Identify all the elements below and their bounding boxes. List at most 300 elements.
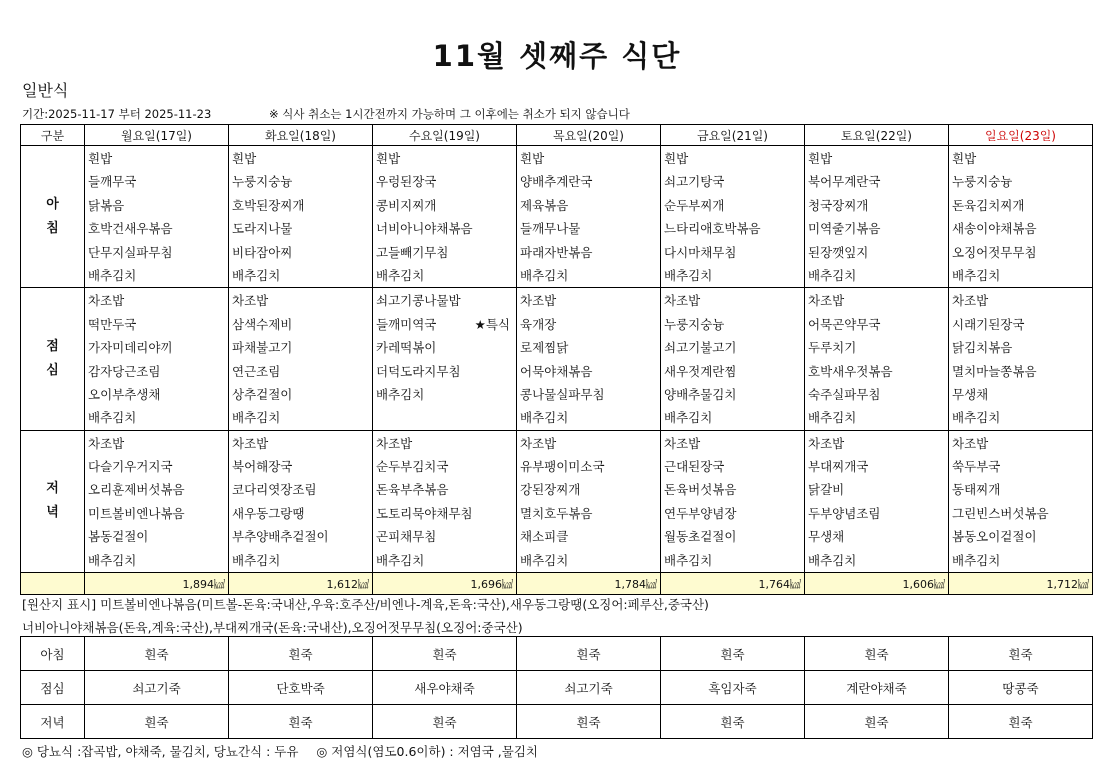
dish-name: 차조밥 xyxy=(664,435,701,451)
dish-item xyxy=(808,549,948,572)
porridge-item: 흰죽 xyxy=(517,637,661,671)
dish-name: 배추김치 xyxy=(952,552,1001,568)
dish-name: 두부양념조림 xyxy=(808,505,881,521)
dish-name: 우렁된장국 xyxy=(376,174,437,190)
dish-item xyxy=(952,383,1092,406)
dish-name: 차조밥 xyxy=(376,435,413,451)
porridge-item: 계란야채죽 xyxy=(805,671,949,705)
porridge-item: 흰죽 xyxy=(949,637,1093,671)
dish-name: 멸치호두볶음 xyxy=(520,505,593,521)
porridge-item: 흑임자죽 xyxy=(661,671,805,705)
dish-item xyxy=(88,432,228,455)
dish-name: 시래기된장국 xyxy=(952,316,1025,332)
dish-name: 콩나물실파무침 xyxy=(520,386,605,402)
dish-name: 배추김치 xyxy=(520,552,569,568)
day-header-5: 토요일(22일) xyxy=(805,125,949,146)
dish-item xyxy=(952,455,1092,478)
dish-item xyxy=(952,432,1092,455)
dish-name: 근대된장국 xyxy=(664,459,725,475)
dish-item xyxy=(88,406,228,429)
dish-item xyxy=(952,313,1092,336)
dish-name: 오리훈제버섯볶음 xyxy=(88,482,185,498)
dish-item xyxy=(952,478,1092,501)
dish-name: 배추김치 xyxy=(664,552,713,568)
dish-name: 떡만두국 xyxy=(88,316,137,332)
day-header-3: 목요일(20일) xyxy=(517,125,661,146)
dish-name: 흰밥 xyxy=(232,151,257,166)
dish-item xyxy=(664,313,804,336)
dish-name: 북어무계란국 xyxy=(808,174,881,190)
dish-name: 누룽지숭늉 xyxy=(664,316,725,332)
dish-name: 순두부찌개 xyxy=(664,197,725,213)
dish-name: 제육볶음 xyxy=(520,197,569,213)
dish-name: 차조밥 xyxy=(520,293,557,309)
dish-name: 육개장 xyxy=(520,316,557,332)
dish-item xyxy=(88,170,228,193)
dish-name: 양배추계란국 xyxy=(520,174,593,190)
dish-item xyxy=(232,455,372,478)
dish-name: 삼색수제비 xyxy=(232,316,293,332)
dish-item xyxy=(952,289,1092,312)
dish-item xyxy=(88,147,228,170)
dish-name: 호박건새우볶음 xyxy=(88,221,173,237)
dish-name: 쇠고기콩나물밥 xyxy=(376,293,461,309)
dish-name: 쇠고기탕국 xyxy=(664,174,725,190)
dish-item xyxy=(520,147,660,170)
porridge-meal-label: 아침 xyxy=(21,637,85,671)
dish-name: 돈육김치찌개 xyxy=(952,197,1025,213)
dish-name: 카레떡볶이 xyxy=(376,340,437,356)
menu-cell xyxy=(85,430,229,572)
menu-cell xyxy=(229,146,373,288)
dish-name: 호박새우젓볶음 xyxy=(808,363,893,379)
dish-item xyxy=(664,336,804,359)
dish-name: 배추김치 xyxy=(376,267,425,283)
dish-name: 배추김치 xyxy=(88,267,137,283)
calorie-value: 1,712㎉ xyxy=(949,573,1093,595)
dish-item xyxy=(376,241,516,264)
dish-item xyxy=(232,360,372,383)
dish-item xyxy=(88,289,228,312)
dish-name: 로제찜닭 xyxy=(520,340,569,356)
dish-item xyxy=(952,264,1092,287)
dish-item xyxy=(664,406,804,429)
dish-item xyxy=(376,170,516,193)
calorie-value: 1,606㎉ xyxy=(805,573,949,595)
dish-item xyxy=(808,502,948,525)
dish-item xyxy=(376,383,516,406)
dish-item xyxy=(376,313,516,336)
dish-name: 북어해장국 xyxy=(232,459,293,475)
dish-item xyxy=(232,313,372,336)
dish-name: 무생채 xyxy=(952,386,989,402)
dish-name: 가자미데리야끼 xyxy=(88,340,173,356)
dish-name: 호박된장찌개 xyxy=(232,197,305,213)
dish-item xyxy=(664,525,804,548)
meal-row xyxy=(21,146,1093,288)
dish-item xyxy=(520,455,660,478)
low-sodium-note: ◎ 저염식(염도0.6이하) : 저염국 ,물김치 xyxy=(316,744,538,759)
calorie-value: 1,784㎉ xyxy=(517,573,661,595)
dish-name: 누룽지숭늉 xyxy=(232,174,293,190)
dish-name: 느타리애호박볶음 xyxy=(664,221,761,237)
dish-name: 순두부김치국 xyxy=(376,459,449,475)
dish-name: 흰밥 xyxy=(952,151,977,166)
dish-item xyxy=(376,194,516,217)
dish-name: 차조밥 xyxy=(232,293,269,309)
dish-item xyxy=(664,455,804,478)
dish-name: 배추김치 xyxy=(664,410,713,426)
dish-item xyxy=(664,264,804,287)
dish-name: 숙주실파무침 xyxy=(808,386,881,402)
dish-item xyxy=(232,432,372,455)
dish-name: 미역줄기볶음 xyxy=(808,221,881,237)
dish-item xyxy=(376,336,516,359)
dish-name: 두루치기 xyxy=(808,340,857,356)
dish-item xyxy=(808,478,948,501)
day-header-2: 수요일(19일) xyxy=(373,125,517,146)
menu-cell xyxy=(229,430,373,572)
dish-item xyxy=(376,478,516,501)
dish-item xyxy=(232,336,372,359)
dish-item xyxy=(808,432,948,455)
special-meal-badge: ★특식 xyxy=(474,316,510,332)
dish-name: 새우동그랑땡 xyxy=(232,505,305,521)
calorie-value: 1,764㎉ xyxy=(661,573,805,595)
dish-item xyxy=(808,170,948,193)
dish-item xyxy=(808,289,948,312)
dish-name: 멸치마늘쫑볶음 xyxy=(952,363,1037,379)
page-title: 11월 셋째주 식단 xyxy=(432,39,682,73)
dish-name: 감자당근조림 xyxy=(88,363,161,379)
dish-item xyxy=(520,525,660,548)
dish-item xyxy=(232,549,372,572)
day-header-1: 화요일(18일) xyxy=(229,125,373,146)
dish-name: 미트볼비엔나볶음 xyxy=(88,505,185,521)
calorie-label-cell xyxy=(21,573,85,595)
dish-item xyxy=(88,478,228,501)
day-header-row xyxy=(21,125,1093,146)
dish-item xyxy=(88,525,228,548)
porridge-item: 흰죽 xyxy=(85,637,229,671)
dish-name: 차조밥 xyxy=(952,435,989,451)
dish-name: 단무지실파무침 xyxy=(88,244,173,260)
dish-item xyxy=(88,336,228,359)
dish-item xyxy=(232,478,372,501)
dish-name: 흰밥 xyxy=(664,151,689,166)
dish-name: 배추김치 xyxy=(520,410,569,426)
dish-name: 비타잠아찌 xyxy=(232,244,293,260)
menu-cell xyxy=(805,146,949,288)
dish-item xyxy=(520,478,660,501)
dish-item xyxy=(952,336,1092,359)
dish-name: 다시마채무침 xyxy=(664,244,737,260)
dish-name: 차조밥 xyxy=(88,435,125,451)
dish-item xyxy=(232,406,372,429)
dish-item xyxy=(232,264,372,287)
dish-name: 다슬기우거지국 xyxy=(88,459,173,475)
meal-row xyxy=(21,288,1093,430)
menu-cell xyxy=(661,288,805,430)
menu-cell xyxy=(229,288,373,430)
porridge-item: 쇠고기죽 xyxy=(85,671,229,705)
dish-item xyxy=(88,313,228,336)
dish-item xyxy=(88,194,228,217)
dish-name: 배추김치 xyxy=(808,410,857,426)
dish-item xyxy=(808,241,948,264)
dish-name: 배추김치 xyxy=(88,552,137,568)
dish-name: 부추양배추겉절이 xyxy=(232,529,329,545)
dish-item xyxy=(376,360,516,383)
dish-name: 새송이야채볶음 xyxy=(952,221,1037,237)
dish-item xyxy=(952,217,1092,240)
dish-name: 새우젓계란찜 xyxy=(664,363,737,379)
dish-name: 차조밥 xyxy=(952,293,989,309)
porridge-item: 새우야채죽 xyxy=(373,671,517,705)
day-header-0: 월요일(17일) xyxy=(85,125,229,146)
dish-item xyxy=(808,217,948,240)
dish-name: 닭볶음 xyxy=(88,197,125,213)
dish-item xyxy=(520,383,660,406)
dish-name: 어묵곤약무국 xyxy=(808,316,881,332)
dish-name: 쇠고기불고기 xyxy=(664,340,737,356)
dish-name: 청국장찌개 xyxy=(808,197,869,213)
dish-item xyxy=(232,194,372,217)
dish-item xyxy=(664,241,804,264)
dish-name: 들깨무나물 xyxy=(520,221,581,237)
dish-name: 배추김치 xyxy=(376,386,425,402)
dish-name: 곤피채무침 xyxy=(376,529,437,545)
dish-name: 부대찌개국 xyxy=(808,459,869,475)
dish-item xyxy=(664,194,804,217)
dish-item xyxy=(808,525,948,548)
dish-item xyxy=(664,478,804,501)
dish-item xyxy=(520,217,660,240)
porridge-meal-label: 점심 xyxy=(21,671,85,705)
menu-cell xyxy=(517,146,661,288)
dish-item xyxy=(376,147,516,170)
menu-cell xyxy=(373,146,517,288)
dish-name: 돈육부추볶음 xyxy=(376,482,449,498)
dish-item xyxy=(808,264,948,287)
dish-item xyxy=(232,502,372,525)
period-line xyxy=(22,106,630,122)
dish-item xyxy=(664,432,804,455)
dish-name: 차조밥 xyxy=(520,435,557,451)
menu-cell xyxy=(805,430,949,572)
dish-name: 상추겉절이 xyxy=(232,386,293,402)
dish-item xyxy=(808,313,948,336)
dish-item xyxy=(664,502,804,525)
dish-name: 오징어젓무무침 xyxy=(952,244,1037,260)
dish-item xyxy=(952,147,1092,170)
dish-name: 닭김치볶음 xyxy=(952,340,1013,356)
dish-name: 강된장찌개 xyxy=(520,482,581,498)
dish-name: 배추김치 xyxy=(232,552,281,568)
dish-item xyxy=(808,406,948,429)
dish-item xyxy=(664,549,804,572)
dish-name: 배추김치 xyxy=(808,267,857,283)
porridge-item: 쇠고기죽 xyxy=(517,671,661,705)
dish-name: 오이부추생채 xyxy=(88,386,161,402)
dish-name: 무생채 xyxy=(808,529,845,545)
menu-cell xyxy=(373,288,517,430)
dish-item xyxy=(520,194,660,217)
dish-name: 흰밥 xyxy=(376,151,401,166)
menu-cell xyxy=(373,430,517,572)
origin-notice-line2: 너비아니야채볶음(돈육,계육:국산),부대찌개국(돈육:국내산),오징어젓무무침(오징어:중국산) xyxy=(22,620,523,635)
day-header-6: 일요일(23일) xyxy=(949,125,1093,146)
dish-item xyxy=(520,289,660,312)
menu-cell xyxy=(85,288,229,430)
porridge-item: 흰죽 xyxy=(85,705,229,739)
dish-item xyxy=(376,432,516,455)
dish-name: 닭갈비 xyxy=(808,482,845,498)
dish-name: 쑥두부국 xyxy=(952,459,1001,475)
dish-item xyxy=(808,360,948,383)
menu-cell xyxy=(661,146,805,288)
dish-name: 배추김치 xyxy=(808,552,857,568)
dish-item xyxy=(664,360,804,383)
meal-label: 점 심 xyxy=(21,288,85,430)
cancel-notice: ※ 식사 취소는 1시간전까지 가능하며 그 이후에는 취소가 되지 않습니다 xyxy=(268,107,630,121)
dish-item xyxy=(88,383,228,406)
dish-name: 돈육버섯볶음 xyxy=(664,482,737,498)
dish-name: 그린빈스버섯볶음 xyxy=(952,505,1049,521)
dish-item xyxy=(952,525,1092,548)
porridge-menu-table xyxy=(20,636,1093,739)
porridge-row xyxy=(21,705,1093,739)
dish-item xyxy=(376,264,516,287)
dish-name: 배추김치 xyxy=(952,267,1001,283)
dish-item xyxy=(88,360,228,383)
dish-name: 파래자반볶음 xyxy=(520,244,593,260)
weekly-menu-table xyxy=(20,124,1093,595)
dish-item xyxy=(952,194,1092,217)
porridge-item: 흰죽 xyxy=(229,705,373,739)
dish-item xyxy=(232,170,372,193)
dish-item xyxy=(232,289,372,312)
dish-name: 흰밥 xyxy=(88,151,113,166)
dish-item xyxy=(376,525,516,548)
dish-item xyxy=(808,455,948,478)
dish-name: 배추김치 xyxy=(232,267,281,283)
dish-name: 도라지나물 xyxy=(232,221,293,237)
menu-cell xyxy=(517,288,661,430)
dish-item xyxy=(952,241,1092,264)
porridge-item: 흰죽 xyxy=(373,637,517,671)
calorie-value: 1,612㎉ xyxy=(229,573,373,595)
dish-name: 배추김치 xyxy=(520,267,569,283)
dish-item xyxy=(520,549,660,572)
dish-item xyxy=(376,289,516,312)
dish-name: 들깨미역국 xyxy=(376,316,437,332)
dish-item xyxy=(376,217,516,240)
dish-item xyxy=(520,264,660,287)
dish-name: 배추김치 xyxy=(376,552,425,568)
dish-item xyxy=(808,194,948,217)
porridge-item: 흰죽 xyxy=(805,637,949,671)
dish-item xyxy=(808,147,948,170)
dish-item xyxy=(520,432,660,455)
dish-item xyxy=(88,549,228,572)
porridge-item: 단호박죽 xyxy=(229,671,373,705)
dish-item xyxy=(376,455,516,478)
dish-name: 더덕도라지무침 xyxy=(376,363,461,379)
dish-name: 배추김치 xyxy=(664,267,713,283)
dish-item xyxy=(664,383,804,406)
day-header-4: 금요일(21일) xyxy=(661,125,805,146)
dish-name: 월동초겉절이 xyxy=(664,529,737,545)
dish-name: 연근조림 xyxy=(232,363,281,379)
dish-item xyxy=(232,241,372,264)
calorie-row xyxy=(21,573,1093,595)
dish-item xyxy=(88,502,228,525)
origin-notice-line1: [원산지 표시] 미트볼비엔나볶음(미트볼-돈육:국내산,우육:호주산/비엔나-계육,돈육:국산),새우동그랑땡(오징어:페루산,중국산) xyxy=(22,597,709,612)
meal-label: 저 녁 xyxy=(21,430,85,572)
dish-item xyxy=(808,336,948,359)
menu-type-label: 일반식 xyxy=(22,81,69,100)
porridge-item: 흰죽 xyxy=(949,705,1093,739)
dish-name: 봄동겉절이 xyxy=(88,529,149,545)
dish-name: 흰밥 xyxy=(808,151,833,166)
dish-name: 코다리엿장조림 xyxy=(232,482,317,498)
dish-item xyxy=(520,170,660,193)
dish-item xyxy=(952,406,1092,429)
dish-item xyxy=(520,241,660,264)
dish-name: 된장깻잎지 xyxy=(808,244,869,260)
meal-label: 아 침 xyxy=(21,146,85,288)
dish-item xyxy=(520,313,660,336)
diabetic-note: ◎ 당뇨식 :잡곡밥, 야채죽, 물김치, 당뇨간식 : 두유 xyxy=(22,744,299,759)
dish-item xyxy=(664,217,804,240)
dish-name: 양배추물김치 xyxy=(664,386,737,402)
porridge-row xyxy=(21,671,1093,705)
dish-name: 배추김치 xyxy=(952,410,1001,426)
dish-name: 배추김치 xyxy=(88,410,137,426)
dish-name: 어묵야채볶음 xyxy=(520,363,593,379)
dish-name: 연두부양념장 xyxy=(664,505,737,521)
dish-name: 차조밥 xyxy=(232,435,269,451)
menu-cell xyxy=(949,430,1093,572)
menu-cell xyxy=(517,430,661,572)
dish-name: 고들빼기무침 xyxy=(376,244,449,260)
dish-item xyxy=(952,170,1092,193)
dish-name: 봄동오이겉절이 xyxy=(952,529,1037,545)
dish-name: 파채불고기 xyxy=(232,340,293,356)
dish-name: 누룽지숭늉 xyxy=(952,174,1013,190)
dish-name: 유부팽이미소국 xyxy=(520,459,605,475)
dish-item xyxy=(376,406,516,429)
dish-item xyxy=(664,170,804,193)
dish-item xyxy=(952,502,1092,525)
porridge-item: 흰죽 xyxy=(661,705,805,739)
dish-name: 채소피클 xyxy=(520,529,569,545)
porridge-item: 땅콩죽 xyxy=(949,671,1093,705)
period-range: 기간:2025-11-17 부터 2025-11-23 xyxy=(22,107,212,121)
dish-item xyxy=(952,549,1092,572)
porridge-item: 흰죽 xyxy=(661,637,805,671)
dish-item xyxy=(664,289,804,312)
menu-cell xyxy=(949,146,1093,288)
dish-name: 콩비지찌개 xyxy=(376,197,437,213)
calorie-value: 1,894㎉ xyxy=(85,573,229,595)
porridge-meal-label: 저녁 xyxy=(21,705,85,739)
porridge-item: 흰죽 xyxy=(373,705,517,739)
dish-item xyxy=(520,406,660,429)
dish-item xyxy=(88,455,228,478)
dish-item xyxy=(88,241,228,264)
